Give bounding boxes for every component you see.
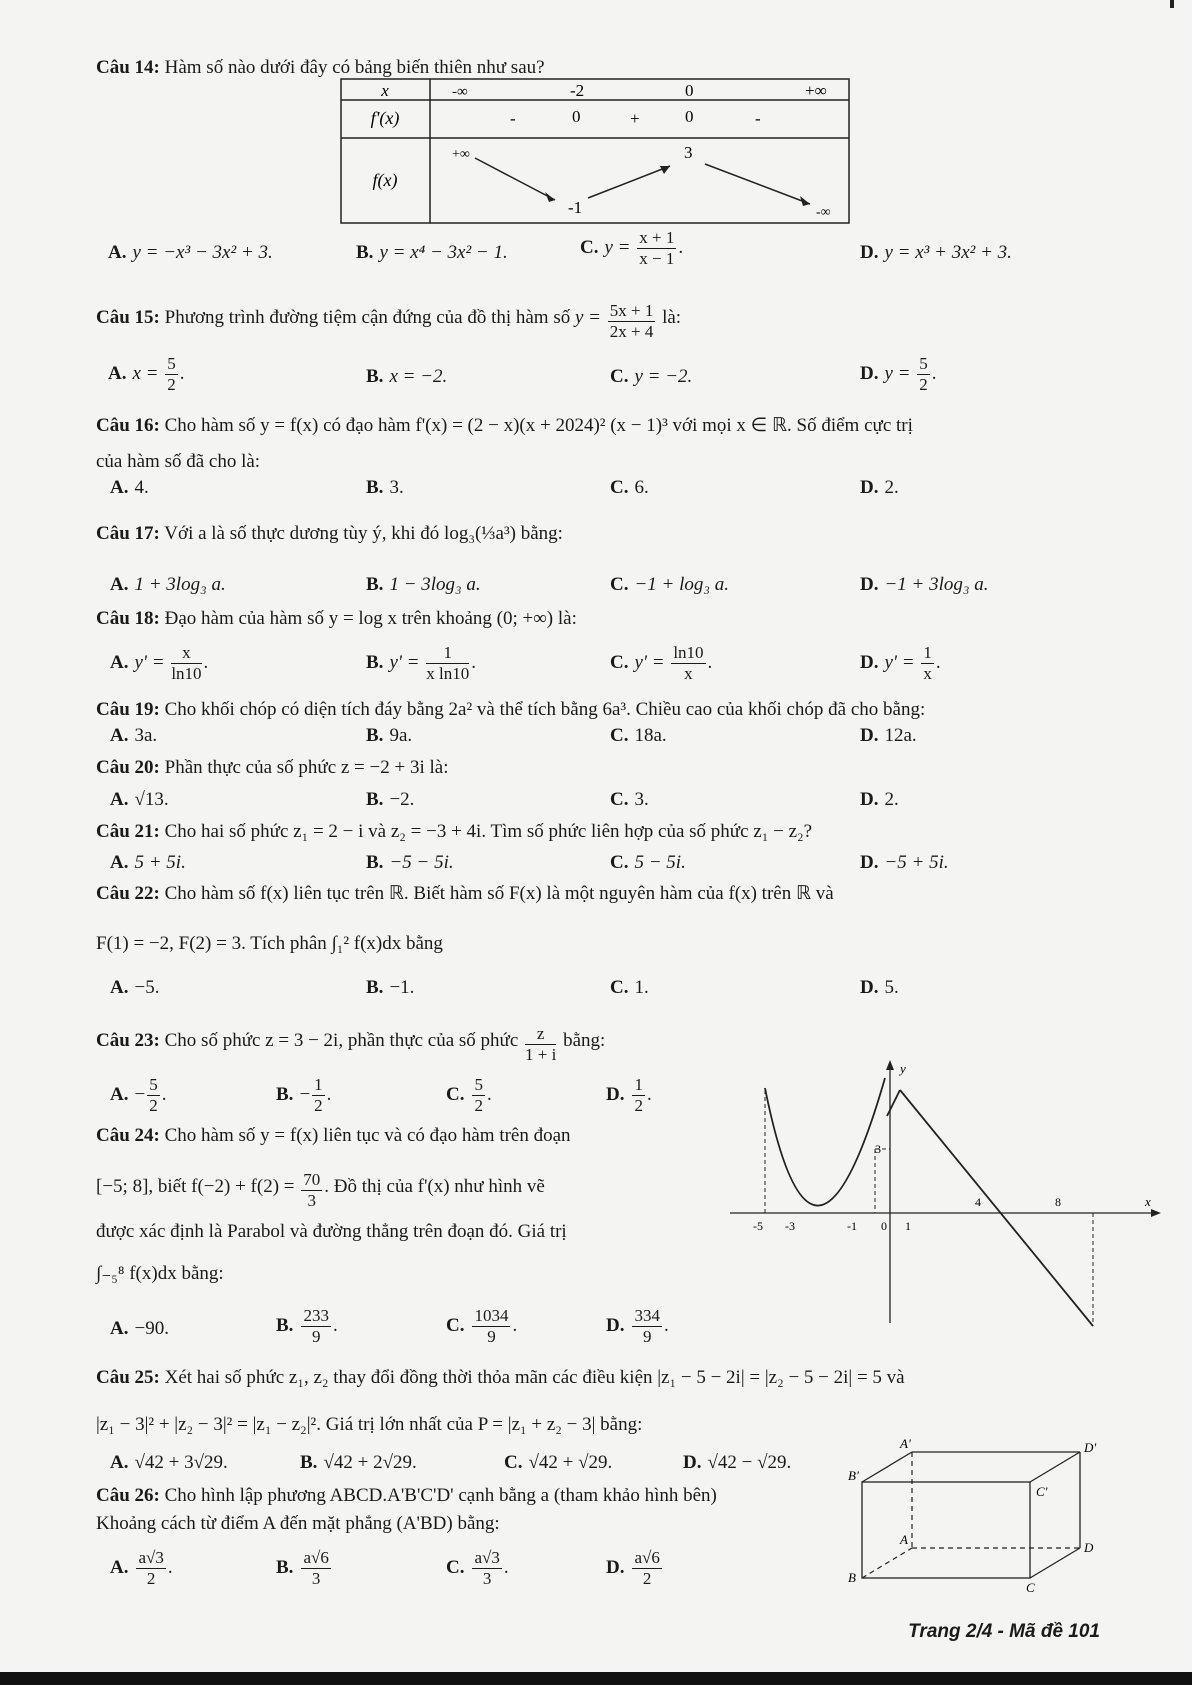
question-21: Câu 21: Cho hai số phức z₁ = 2 − i và z₂ = −3 + 4i. Tìm số phức liên hợp của số phức z₁ − z₂? [96, 821, 813, 842]
svg-text:-5: -5 [753, 1219, 763, 1233]
svg-text:C: C [1026, 1580, 1035, 1595]
derivative-graph [725, 1058, 1165, 1328]
question-23: Câu 23: Cho số phức z = 3 − 2i, phần thực của số phức $\frac{z}{1 + i}$ bằng: [96, 1024, 606, 1064]
q20-option-a[interactable]: A. √13. [110, 789, 169, 810]
question-26-cont: Khoảng cách từ điểm A đến mặt phẳng (A'BD) bằng: [96, 1513, 500, 1534]
q18-option-b[interactable]: B. y' = $\frac{1}{\text{x ln10}}$ . [366, 643, 476, 683]
svg-text:D: D [1084, 1540, 1094, 1555]
question-17: Câu 17: Với a là số thực dương tùy ý, khi đó log₃(⅓a³) bằng: [96, 523, 563, 544]
q26-option-a[interactable]: A. $\frac{a√3}{2}$ . [110, 1548, 173, 1588]
table-x-label: x [381, 81, 389, 100]
table-x-pos-inf: +∞ [805, 81, 827, 100]
page-footer: Trang 2/4 - Mã đề 101 [908, 1621, 1100, 1642]
q25-option-b[interactable]: B. √42 + 2√29. [300, 1452, 417, 1473]
q18-option-d[interactable]: D. y' = $\frac{1}{x}$ . [860, 643, 941, 683]
svg-text:0: 0 [685, 107, 694, 126]
q17-option-a[interactable]: A. 1 + 3log₃ a. [110, 574, 226, 595]
q25-option-d[interactable]: D. √42 − √29. [683, 1452, 792, 1473]
q16-option-b[interactable]: B. 3. [366, 477, 404, 498]
q22-option-d[interactable]: D. 5. [860, 977, 899, 998]
svg-text:A: A [900, 1532, 908, 1547]
q16-option-d[interactable]: D. 2. [860, 477, 899, 498]
q24-option-a[interactable]: A. −90. [110, 1318, 169, 1339]
q19-option-b[interactable]: B. 9a. [366, 725, 413, 746]
q14-option-c[interactable]: C. y = $\frac{x + 1}{x - 1}$ . [580, 228, 684, 268]
svg-text:y: y [900, 1061, 906, 1076]
svg-text:-1: -1 [847, 1219, 857, 1233]
question-16: Câu 16: Cho hàm số y = f(x) có đạo hàm f'(x) = (2 − x)(x + 2024)² (x − 1)³ với mọi x ∈ ℝ. Số điểm cực trị [96, 415, 913, 436]
svg-text:8: 8 [1055, 1195, 1061, 1209]
question-24: Câu 24: Cho hàm số y = f(x) liên tục và có đạo hàm trên đoạn [96, 1125, 571, 1146]
table-x-minus2: -2 [570, 81, 585, 100]
q22-option-a[interactable]: A. −5. [110, 977, 160, 998]
svg-text:B: B [848, 1570, 856, 1585]
question-20: Câu 20: Phần thực của số phức z = −2 + 3i là: [96, 757, 449, 778]
variation-table [340, 78, 850, 224]
q26-option-b[interactable]: B. $\frac{a√6}{3}$ [276, 1548, 329, 1588]
q24-option-d[interactable]: D. $\frac{334}{9}$ . [606, 1306, 669, 1346]
question-22: Câu 22: Cho hàm số f(x) liên tục trên ℝ. Biết hàm số F(x) là một nguyên hàm của f(x) trên ℝ và [96, 883, 834, 904]
q14-option-d[interactable]: D. y = x³ + 3x² + 3. [860, 242, 1012, 263]
question-18: Câu 18: Đạo hàm của hàm số y = log x trên khoảng (0; +∞) là: [96, 608, 577, 629]
question-25-cont: |z₁ − 3|² + |z₂ − 3|² = |z₁ − z₂|². Giá trị lớn nhất của P = |z₁ + z₂ − 3| bằng: [96, 1414, 643, 1435]
svg-text:C': C' [1036, 1484, 1048, 1499]
question-26: Câu 26: Cho hình lập phương ABCD.A'B'C'D' cạnh bằng a (tham khảo hình bên) [96, 1485, 717, 1506]
question-24-cont2: được xác định là Parabol và đường thẳng trên đoạn đó. Giá trị [96, 1221, 567, 1242]
question-15: Câu 15: Phương trình đường tiệm cận đứng của đồ thị hàm số y = $\frac{5x + 1}{2x + 4}$ là: [96, 301, 682, 341]
cube-figure [840, 1436, 1110, 1596]
svg-text:-3: -3 [785, 1219, 795, 1233]
q19-option-c[interactable]: C. 18a. [610, 725, 667, 746]
q26-option-d[interactable]: D. $\frac{a√6}{2}$ [606, 1548, 660, 1588]
svg-text:+∞: +∞ [452, 147, 470, 162]
svg-text:D': D' [1084, 1440, 1097, 1455]
scan-mark [1170, 0, 1174, 8]
svg-text:3: 3 [875, 1142, 881, 1156]
q16-option-c[interactable]: C. 6. [610, 477, 649, 498]
table-x-neg-inf: -∞ [452, 84, 468, 100]
q20-option-b[interactable]: B. −2. [366, 789, 415, 810]
q18-option-c[interactable]: C. y' = $\frac{\ln 10}{x}$ . [610, 643, 713, 683]
q14-option-a[interactable]: A. y = −x³ − 3x² + 3. [108, 242, 273, 263]
q19-option-a[interactable]: A. 3a. [110, 725, 158, 746]
svg-text:3: 3 [684, 143, 693, 162]
question-14: Câu 14: Hàm số nào dưới đây có bảng biến thiên như sau? [96, 57, 545, 78]
svg-text:-: - [755, 109, 761, 128]
question-24-cont: [−5; 8], biết f(−2) + f(2) = $\frac{70}{3}$ . Đồ thị của f'(x) như hình vẽ [96, 1170, 545, 1210]
svg-text:-1: -1 [568, 198, 583, 217]
q18-option-a[interactable]: A. y' = $\frac{x}{\ln 10}$ . [110, 643, 209, 683]
q22-option-c[interactable]: C. 1. [610, 977, 649, 998]
q21-option-a[interactable]: A. 5 + 5i. [110, 852, 186, 873]
question-25: Câu 25: Xét hai số phức z₁, z₂ thay đổi đồng thời thỏa mãn các điều kiện |z₁ − 5 − 2i| = |z₂ − 5 − 2i| = 5 và [96, 1367, 905, 1388]
q24-option-c[interactable]: C. $\frac{1034}{9}$ . [446, 1306, 518, 1346]
q21-option-b[interactable]: B. −5 − 5i. [366, 852, 454, 873]
q23-option-c[interactable]: C. $\frac{5}{2}$ . [446, 1075, 492, 1115]
q21-option-d[interactable]: D. −5 + 5i. [860, 852, 949, 873]
q15-option-a[interactable]: A. x = $\frac{5}{2}$ . [108, 354, 185, 394]
svg-text:4: 4 [975, 1195, 981, 1209]
question-19: Câu 19: Cho khối chóp có diện tích đáy bằng 2a² và thể tích bằng 6a³. Chiều cao của khối chóp đã cho bằng: [96, 699, 926, 720]
q20-option-c[interactable]: C. 3. [610, 789, 649, 810]
svg-text:0: 0 [572, 107, 581, 126]
scan-border [0, 1672, 1192, 1685]
svg-text:A': A' [900, 1436, 911, 1451]
q17-option-c[interactable]: C. −1 + log₃ a. [610, 574, 730, 595]
table-f-label: f(x) [372, 170, 398, 190]
svg-text:B': B' [848, 1468, 859, 1483]
q21-option-c[interactable]: C. 5 − 5i. [610, 852, 686, 873]
q19-option-d[interactable]: D. 12a. [860, 725, 917, 746]
q23-option-b[interactable]: B. − $\frac{1}{2}$ . [276, 1075, 332, 1115]
q15-option-c[interactable]: C. y = −2. [610, 366, 693, 387]
question-24-cont3: ∫₋₅⁸ f(x)dx bằng: [96, 1263, 224, 1284]
q15-option-d[interactable]: D. y = $\frac{5}{2}$ . [860, 354, 937, 394]
q17-option-b[interactable]: B. 1 − 3log₃ a. [366, 574, 481, 595]
svg-text:x: x [1145, 1194, 1151, 1209]
svg-text:0: 0 [881, 1219, 887, 1233]
q26-option-c[interactable]: C. $\frac{a√3}{3}$ . [446, 1548, 509, 1588]
svg-text:1: 1 [905, 1219, 911, 1233]
table-x-0: 0 [685, 81, 694, 100]
q15-option-b[interactable]: B. x = −2. [366, 366, 448, 387]
q20-option-d[interactable]: D. 2. [860, 789, 899, 810]
svg-text:-∞: -∞ [816, 205, 831, 220]
q16-option-a[interactable]: A. 4. [110, 477, 149, 498]
svg-text:-: - [510, 109, 516, 128]
q17-option-d[interactable]: D. −1 + 3log₃ a. [860, 574, 989, 595]
q23-option-d[interactable]: D. $\frac{1}{2}$ . [606, 1075, 652, 1115]
q23-option-a[interactable]: A. − $\frac{5}{2}$ . [110, 1075, 167, 1115]
q22-option-b[interactable]: B. −1. [366, 977, 415, 998]
q25-option-a[interactable]: A. √42 + 3√29. [110, 1452, 228, 1473]
table-fp-label: f'(x) [370, 108, 400, 128]
svg-text:+: + [630, 109, 640, 128]
question-22-cont: F(1) = −2, F(2) = 3. Tích phân ∫₁² f(x)dx bằng [96, 933, 443, 954]
q14-option-b[interactable]: B. y = x⁴ − 3x² − 1. [356, 242, 508, 263]
q25-option-c[interactable]: C. √42 + √29. [504, 1452, 613, 1473]
question-16-cont: của hàm số đã cho là: [96, 451, 261, 472]
q24-option-b[interactable]: B. $\frac{233}{9}$ . [276, 1306, 338, 1346]
